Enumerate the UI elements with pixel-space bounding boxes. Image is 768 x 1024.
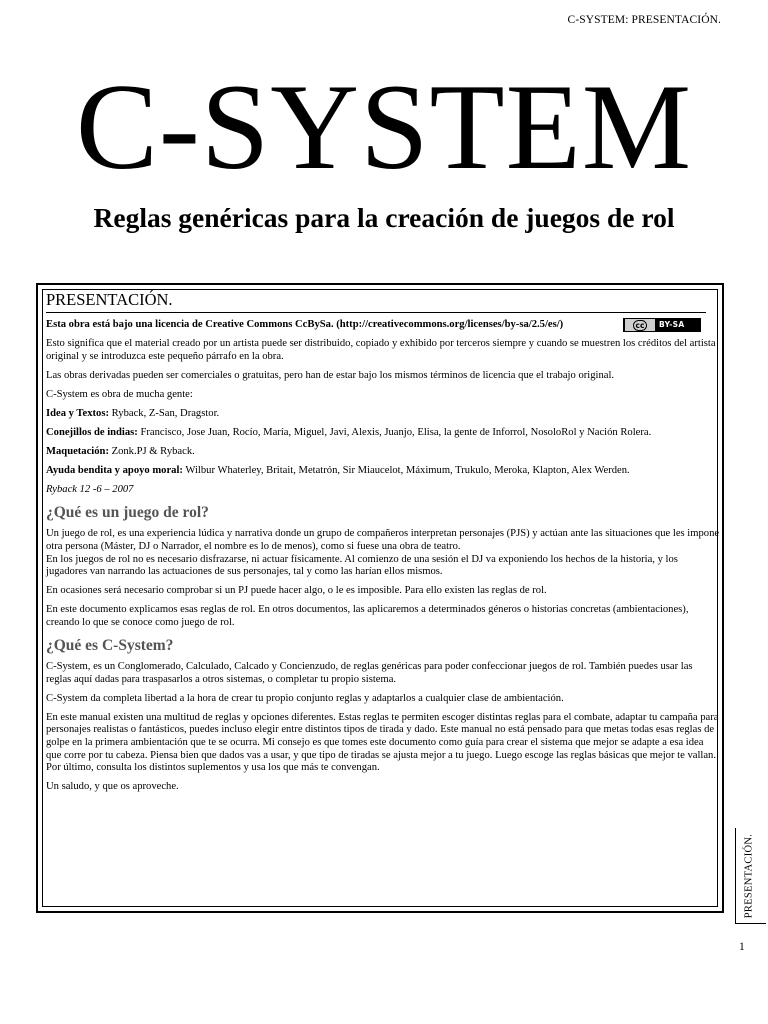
csystem-paragraph: C-System, es un Conglomerado, Calculado, Calcado y Concienzudo, de reglas genéricas para poder confeccionar juegos de rol. También puedes usar las reglas aquí dadas para traspasarlos a otros sistemas, o completar tu propio sistema. <box>46 661 693 685</box>
signature <box>46 484 720 497</box>
by-sa-label: BY-SA <box>659 319 685 329</box>
signature-text: Ryback 12 -6 – 2007 <box>46 484 134 496</box>
document-title: C-SYSTEM <box>75 58 693 195</box>
credit-testers <box>46 427 720 440</box>
credit-value: Ryback, Z-San, Dragstor. <box>108 407 220 419</box>
section-heading-csystem: ¿Qué es C-System? <box>46 637 174 655</box>
credit-label: Conejillos de indias: <box>46 427 138 439</box>
document-subtitle: Reglas genéricas para la creación de juegos de rol <box>93 202 675 233</box>
rol-paragraph: En este documento explicamos esas reglas de rol. En otros documentos, las aplicaremos a determinados géneros o historias concretas (ambientaciones), creando lo que se conoce como juego de rol. <box>46 604 689 628</box>
credit-value: Francisco, Jose Juan, Rocío, María, Miguel, Javi, Alexis, Juanjo, Elisa, la gente de Inforrol, NosoloRol y Nación Rolera. <box>137 427 652 439</box>
credit-value: Zonk.PJ & Ryback. <box>108 446 195 458</box>
csystem-paragraph: C-System da completa libertad a la hora de crear tu propio conjunto reglas y adaptarlos a cualquier clase de ambientación. <box>46 692 564 704</box>
rol-paragraph: Un juego de rol, es una experiencia lúdica y narrativa donde un grupo de compañeros interpretan personajes (PJS) y actúan ante las situaciones que les impone otra persona (Máster, DJ o Narrador, el nombre es lo de menos), como si fuese una obra de teatro. En los juegos de rol no es necesario disfrazarse, ni actuar físicamente. Al comienzo de una sesión el DJ va exponiendo los hechos de la historia, y los jugadores van narrando las actuaciones de sus personajes, tal y como las harían ellos mismos. <box>46 528 720 578</box>
closing-line: Un saludo, y que os aproveche. <box>46 781 179 793</box>
license-explanation: Esto significa que el material creado por un artista puede ser distribuido, copiado y exhibido por terceros siempre y cuando se muestren los créditos del artista original y se introduzca este pequeño párrafo en la obra. <box>46 338 716 362</box>
credit-layout <box>46 446 720 459</box>
section-heading-rol: ¿Qué es un juego de rol? <box>46 504 209 522</box>
credit-label: Idea y Textos: <box>46 407 109 419</box>
credit-support <box>46 465 720 478</box>
derived-works-note: Las obras derivadas pueden ser comerciales o gratuitas, pero han de estar bajo los mismos términos de licencia que el trabajo original. <box>46 369 615 381</box>
cc-by-sa-license-badge <box>623 318 701 332</box>
credit-label: Ayuda bendita y apoyo moral: <box>46 465 183 477</box>
csystem-paragraph: En este manual existen una multitud de reglas y opciones diferentes. Estas reglas te permiten escoger distintas reglas para el combate, adaptar tu campaña para personajes realistas o fantásticos, puedes incluso elegir entre distintos tipos de tirada y dado. Este manual no está pensado para que metas todas esas reglas de golpe en la primera ambientación que te se ocurra. Mi consejo es que tomes este documento como guía para crear el sistema que mejor se adapte a esa idea que corre por tu cabeza. Piensa bien que dados vas a usar, y que tipo de tiradas se ajusta mejor a tu juego. Luego escoge las reglas básicas que mejor te vallan. Por último, consulta los distintos suplementos y usa los que más te convengan. <box>46 711 719 774</box>
license-text: Esta obra está bajo una licencia de Creative Commons CcBySa. (http://creativecommons.org/licenses/by-sa/2.5/es/) <box>46 319 564 330</box>
rol-paragraph: En ocasiones será necesario comprobar si un PJ puede hacer algo, o le es imposible. Para ello existen las reglas de rol. <box>46 585 547 597</box>
side-tab-label: PRESENTACIÓN. <box>743 833 755 919</box>
credit-ideas <box>46 408 720 421</box>
creative-commons-icon: cc <box>625 319 655 331</box>
credit-label: Maquetación: <box>46 446 109 458</box>
running-header: C-SYSTEM: PRESENTACIÓN. <box>567 14 721 26</box>
page-number: 1 <box>739 941 745 953</box>
presentation-heading: PRESENTACIÓN. <box>46 290 706 313</box>
credit-value: Wilbur Whaterley, Britait, Metatrón, Sir Miaucelot, Máximum, Trukulo, Meroka, Klapton, Alex Werden. <box>182 465 630 477</box>
content-area <box>46 290 720 800</box>
license-line <box>46 319 720 332</box>
credits-intro: C-System es obra de mucha gente: <box>46 388 193 400</box>
